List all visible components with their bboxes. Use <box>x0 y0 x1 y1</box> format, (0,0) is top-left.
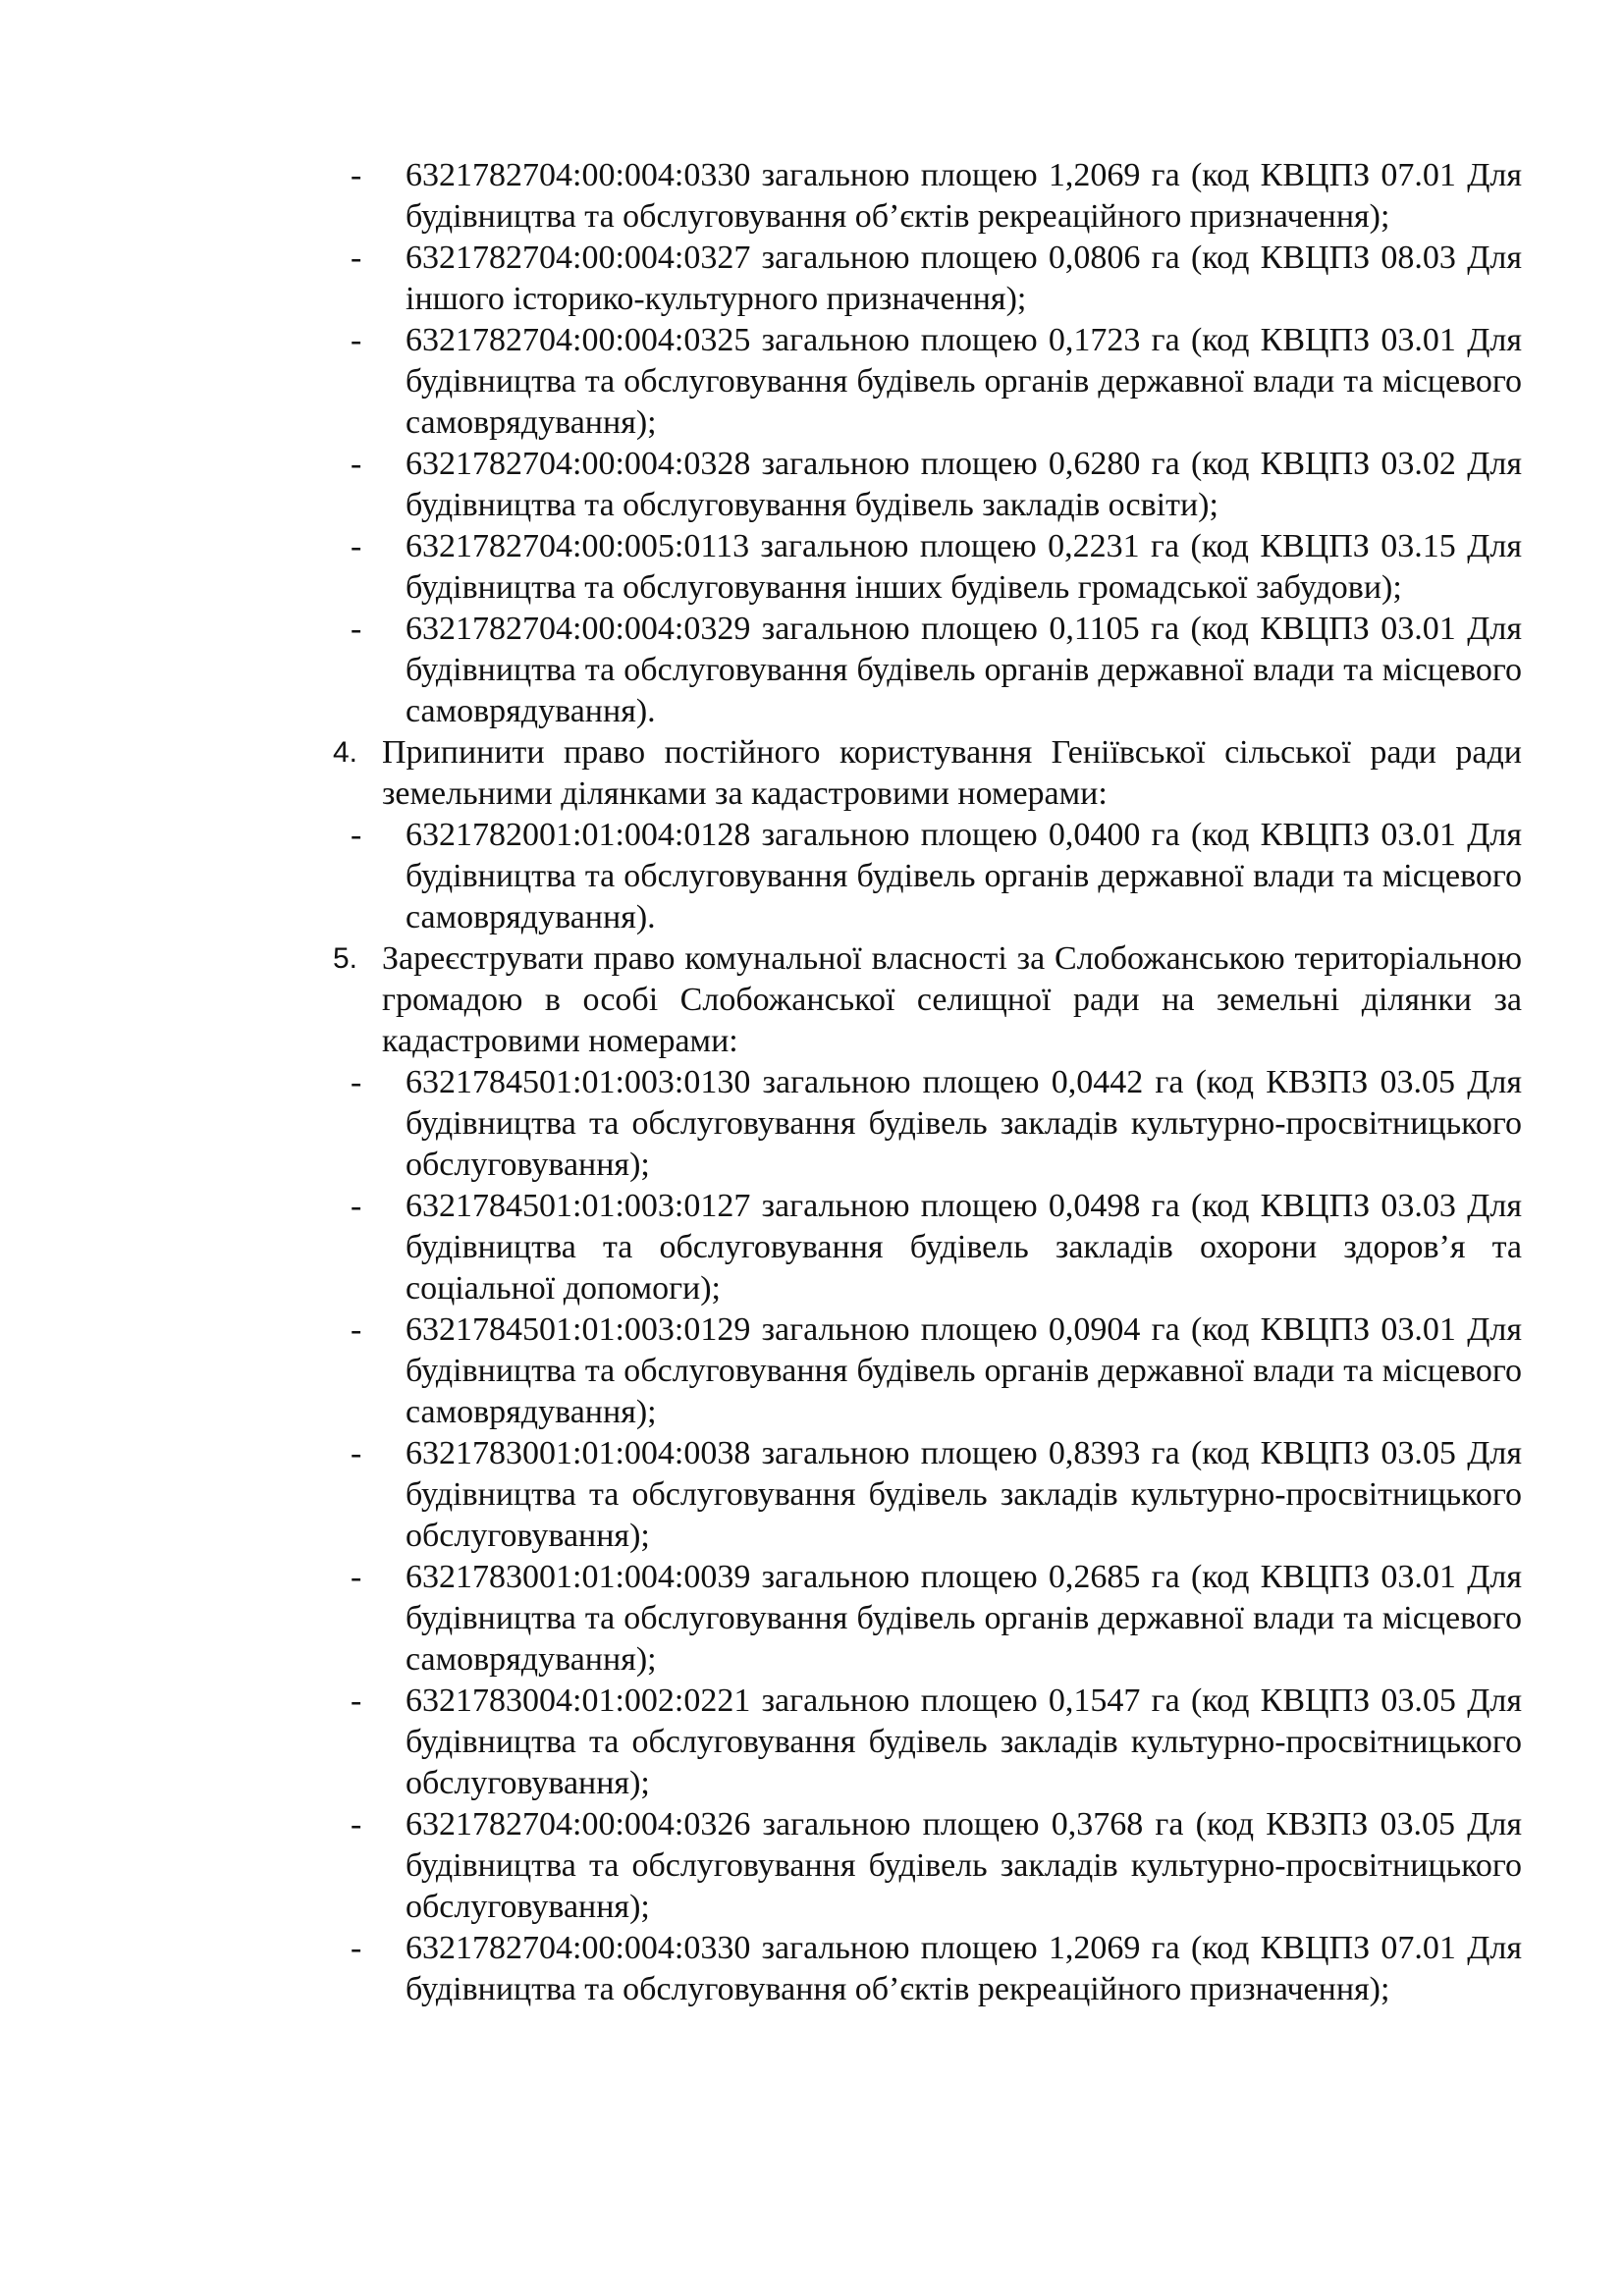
list-item-text: 6321782704:00:004:0327 загальною площею 0,0806 га (код КВЦПЗ 08.03 Для іншого історико-культурного призначення); <box>406 240 1522 317</box>
list-item <box>329 1928 1522 2010</box>
list-item <box>329 1309 1522 1433</box>
numbered-paragraph <box>329 732 1522 815</box>
list-item-text: 6321783001:01:004:0038 загальною площею 0,8393 га (код КВЦПЗ 03.05 Для будівництва та обслуговування будівель закладів культурно-просвітницького обслуговування); <box>406 1435 1522 1554</box>
list-item <box>329 526 1522 609</box>
paragraph-number: 4. <box>333 736 358 769</box>
list-item-text: 6321783004:01:002:0221 загальною площею 0,1547 га (код КВЦПЗ 03.05 Для будівництва та обслуговування будівель закладів культурно-просвітницького обслуговування); <box>406 1682 1522 1801</box>
numbered-paragraph <box>329 938 1522 1062</box>
list-dash-marker: - <box>351 322 362 358</box>
list-item <box>329 1433 1522 1557</box>
list-dash-marker: - <box>351 528 362 564</box>
list-item-text: 6321782704:00:004:0330 загальною площею 1,2069 га (код КВЦПЗ 07.01 Для будівництва та обслуговування об’єктів рекреаційного призначення); <box>406 157 1522 235</box>
list-item-text: 6321784501:01:003:0129 загальною площею 0,0904 га (код КВЦПЗ 03.01 Для будівництва та обслуговування будівель органів державної влади та місцевого самоврядування); <box>406 1311 1522 1430</box>
list-dash-marker: - <box>351 446 362 482</box>
list-item-text: 6321782704:00:004:0326 загальною площею 0,3768 га (код КВЗПЗ 03.05 Для будівництва та обслуговування будівель закладів культурно-просвітницького обслуговування); <box>406 1806 1522 1925</box>
list-dash-marker: - <box>351 1682 362 1719</box>
list-item <box>329 155 1522 238</box>
list-item-text: 6321782704:00:005:0113 загальною площею 0,2231 га (код КВЦПЗ 03.15 Для будівництва та обслуговування інших будівель громадської забудови); <box>406 528 1522 606</box>
list-item <box>329 1062 1522 1186</box>
list-item <box>329 238 1522 320</box>
list-item <box>329 815 1522 938</box>
paragraph-text: Припинити право постійного користування Геніївської сільської ради ради земельними ділянками за кадастровими номерами: <box>382 734 1522 812</box>
list-dash-marker: - <box>351 1435 362 1471</box>
list-item-text: 6321782704:00:004:0330 загальною площею 1,2069 га (код КВЦПЗ 07.01 Для будівництва та обслуговування об’єктів рекреаційного призначення); <box>406 1930 1522 2007</box>
list-dash-marker: - <box>351 1806 362 1842</box>
list-dash-marker: - <box>351 1311 362 1348</box>
paragraph-text: Зареєструвати право комунальної власності за Слобожанською територіальною громадою в особі Слобожанської селищної ради на земельні ділянки за кадастровими номерами: <box>382 940 1522 1059</box>
list-item <box>329 444 1522 526</box>
list-item <box>329 1804 1522 1928</box>
list-item <box>329 320 1522 444</box>
paragraph-number: 5. <box>333 942 358 975</box>
list-item <box>329 1681 1522 1804</box>
list-dash-marker: - <box>351 1930 362 1966</box>
list-dash-marker: - <box>351 240 362 276</box>
list-dash-marker: - <box>351 817 362 853</box>
list-dash-marker: - <box>351 1559 362 1595</box>
list-item-text: 6321784501:01:003:0130 загальною площею 0,0442 га (код КВЗПЗ 03.05 Для будівництва та обслуговування будівель закладів культурно-просвітницького обслуговування); <box>406 1064 1522 1183</box>
document-body <box>329 155 1522 2010</box>
list-dash-marker: - <box>351 157 362 193</box>
list-item-text: 6321782001:01:004:0128 загальною площею 0,0400 га (код КВЦПЗ 03.01 Для будівництва та обслуговування будівель органів державної влади та місцевого самоврядування). <box>406 817 1522 935</box>
list-dash-marker: - <box>351 611 362 647</box>
list-item <box>329 1557 1522 1681</box>
list-item-text: 6321783001:01:004:0039 загальною площею 0,2685 га (код КВЦПЗ 03.01 Для будівництва та обслуговування будівель органів державної влади та місцевого самоврядування); <box>406 1559 1522 1678</box>
list-item-text: 6321782704:00:004:0325 загальною площею 0,1723 га (код КВЦПЗ 03.01 Для будівництва та обслуговування будівель органів державної влади та місцевого самоврядування); <box>406 322 1522 441</box>
list-dash-marker: - <box>351 1064 362 1100</box>
list-item-text: 6321784501:01:003:0127 загальною площею 0,0498 га (код КВЦПЗ 03.03 Для будівництва та обслуговування будівель закладів охорони здоров’я та соціальної допомоги); <box>406 1188 1522 1307</box>
list-item-text: 6321782704:00:004:0328 загальною площею 0,6280 га (код КВЦПЗ 03.02 Для будівництва та обслуговування будівель закладів освіти); <box>406 446 1522 523</box>
list-item <box>329 609 1522 732</box>
list-item <box>329 1186 1522 1309</box>
list-dash-marker: - <box>351 1188 362 1224</box>
list-item-text: 6321782704:00:004:0329 загальною площею 0,1105 га (код КВЦПЗ 03.01 Для будівництва та обслуговування будівель органів державної влади та місцевого самоврядування). <box>406 611 1522 729</box>
